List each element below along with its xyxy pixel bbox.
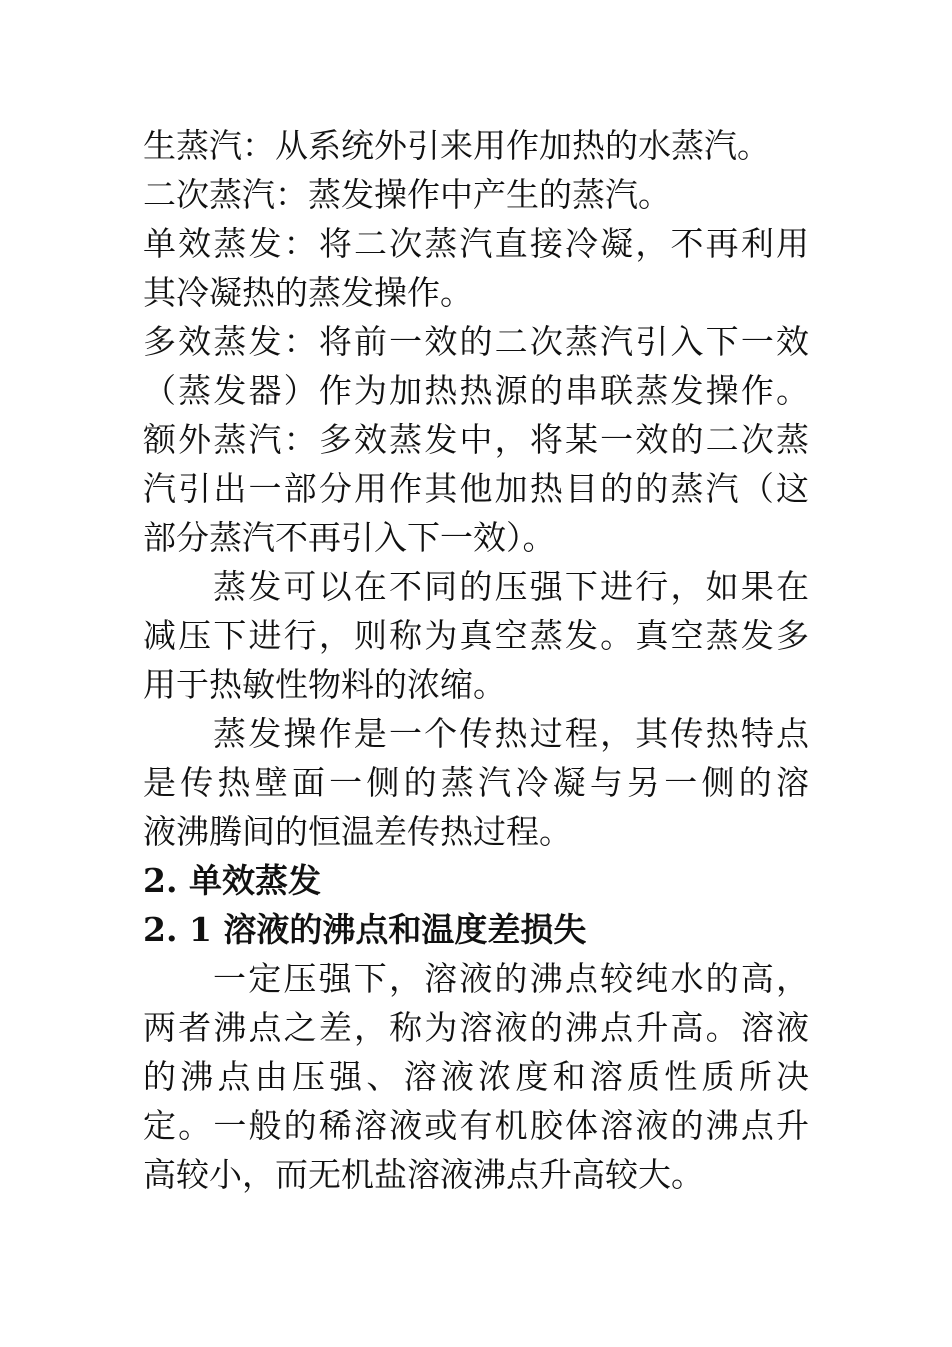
- text-line: 部分蒸汽不再引入下一效）。: [143, 518, 556, 557]
- text-line: 多效蒸发：将前一效的二次蒸汽引入下一效: [143, 322, 809, 361]
- section-heading: 2. 单效蒸发: [143, 861, 321, 900]
- paragraph-vacuum-evaporation: [143, 562, 809, 709]
- text-line: 单效蒸发：将二次蒸汽直接冷凝，不再利用: [143, 224, 809, 263]
- text-line: （蒸发器）作为加热热源的串联蒸发操作。: [143, 371, 809, 410]
- text-line: 用于热敏性物料的浓缩。: [143, 665, 506, 704]
- text-line: 高较小，而无机盐溶液沸点升高较大。: [143, 1155, 704, 1194]
- definition-live-steam: [143, 121, 809, 170]
- text-line: 是传热壁面一侧的蒸汽冷凝与另一侧的溶: [143, 763, 809, 802]
- text-line: 其冷凝热的蒸发操作。: [143, 273, 473, 312]
- text-line: 的沸点由压强、溶液浓度和溶质性质所决: [143, 1057, 809, 1096]
- text-line: 定。一般的稀溶液或有机胶体溶液的沸点升: [143, 1106, 809, 1145]
- text-line: 两者沸点之差，称为溶液的沸点升高。溶液: [143, 1008, 809, 1047]
- text-line: 液沸腾间的恒温差传热过程。: [143, 812, 572, 851]
- definition-multi-effect: [143, 317, 809, 415]
- definition-secondary-steam: [143, 170, 809, 219]
- text-line: 一定压强下，溶液的沸点较纯水的高，: [213, 959, 809, 998]
- text-line: 减压下进行，则称为真空蒸发。真空蒸发多: [143, 616, 809, 655]
- text-line: 蒸发可以在不同的压强下进行，如果在: [213, 567, 809, 606]
- paragraph-heat-transfer: [143, 709, 809, 856]
- text-line: 额外蒸汽：多效蒸发中，将某一效的二次蒸: [143, 420, 809, 459]
- definition-single-effect: [143, 219, 809, 317]
- text-line: 蒸发操作是一个传热过程，其传热特点: [213, 714, 809, 753]
- text-line: 二次蒸汽：蒸发操作中产生的蒸汽。: [143, 175, 671, 214]
- document-page: [143, 121, 809, 1199]
- text-line: 汽引出一部分用作其他加热目的的蒸汽（这: [143, 469, 809, 508]
- subsection-heading: 2. 1 溶液的沸点和温度差损失: [143, 910, 587, 949]
- definition-extra-steam: [143, 415, 809, 562]
- paragraph-boiling-point: [143, 954, 809, 1199]
- text-line: 生蒸汽：从系统外引来用作加热的水蒸汽。: [143, 126, 770, 165]
